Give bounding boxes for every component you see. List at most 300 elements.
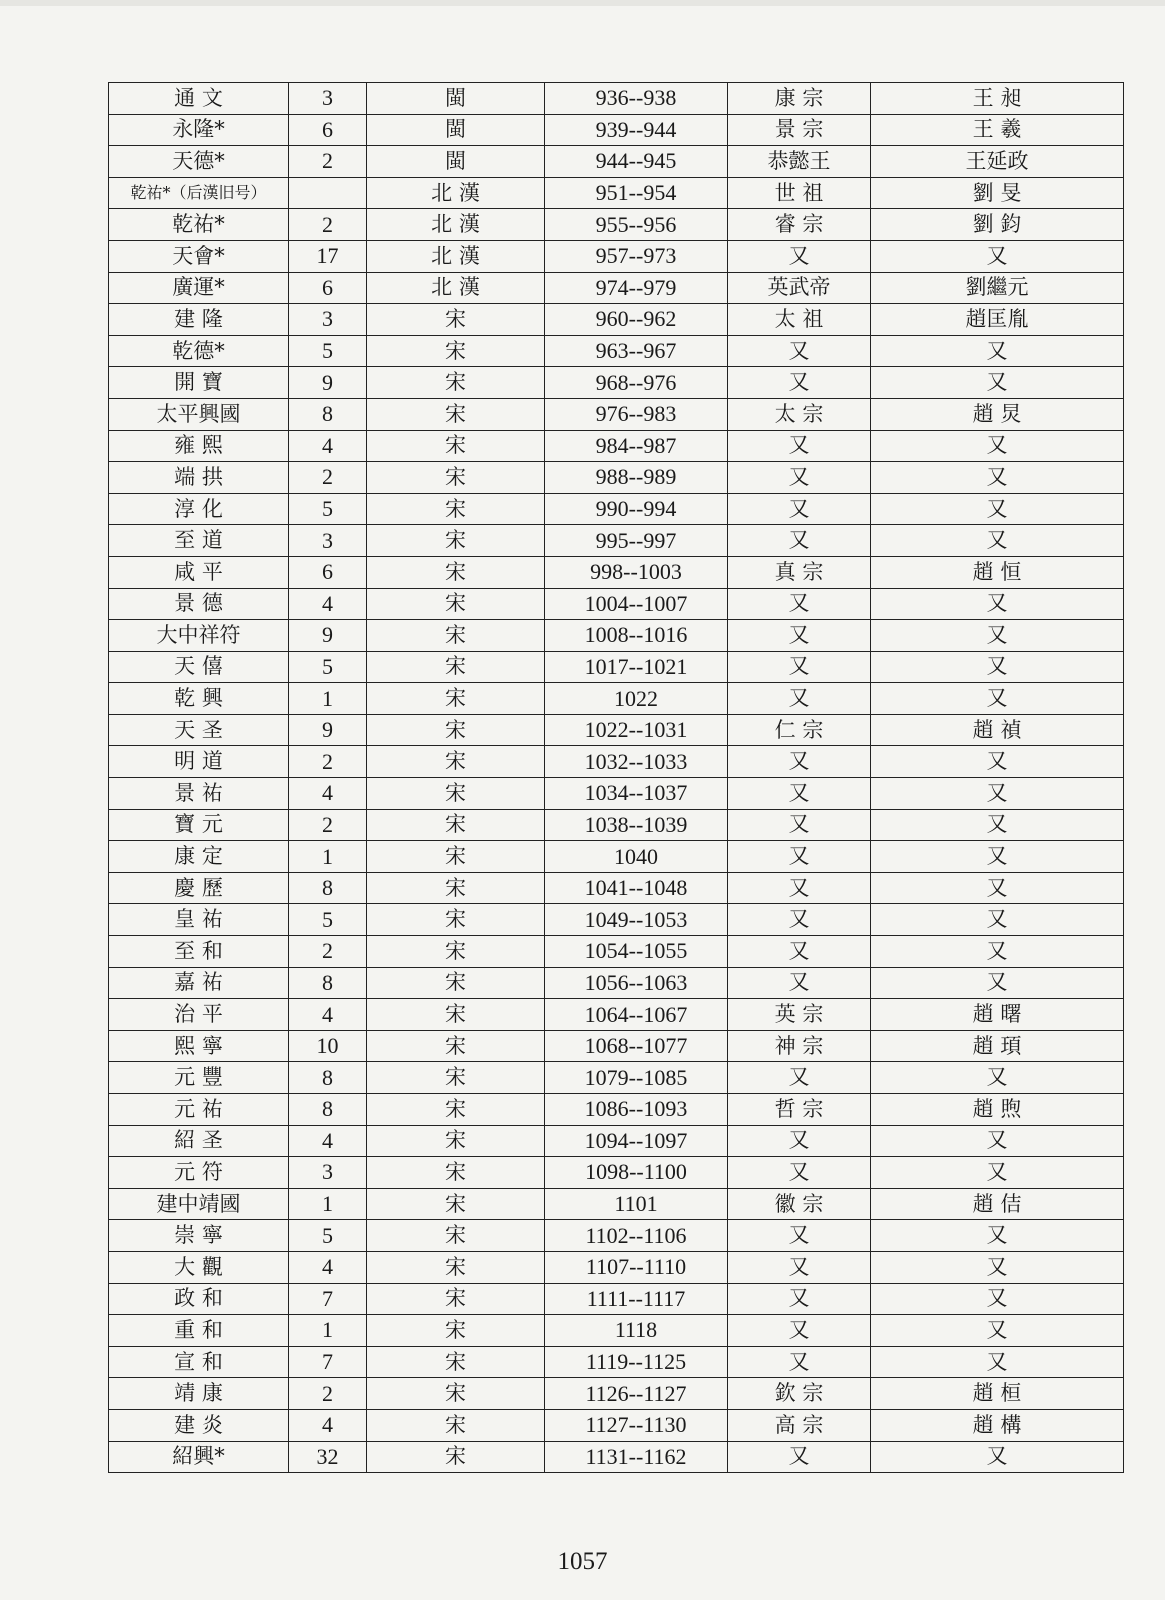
table-row bbox=[109, 367, 1124, 399]
ruler-name-cell: 又 bbox=[871, 620, 1124, 652]
duration-years-cell: 2 bbox=[289, 209, 367, 241]
duration-years-cell: 8 bbox=[289, 1062, 367, 1094]
year-span-cell: 984--987 bbox=[545, 430, 728, 462]
state-cell: 宋 bbox=[367, 651, 545, 683]
table-row bbox=[109, 1157, 1124, 1189]
state-cell: 北 漢 bbox=[367, 272, 545, 304]
temple-name-cell: 又 bbox=[728, 967, 871, 999]
state-cell: 宋 bbox=[367, 904, 545, 936]
temple-name-cell: 又 bbox=[728, 1220, 871, 1252]
table-row bbox=[109, 1315, 1124, 1347]
era-name-cell: 乾 興 bbox=[109, 683, 289, 715]
temple-name-cell: 又 bbox=[728, 1062, 871, 1094]
era-name-table bbox=[108, 82, 1124, 1473]
table-row bbox=[109, 114, 1124, 146]
ruler-name-cell: 趙 桓 bbox=[871, 1378, 1124, 1410]
temple-name-cell: 又 bbox=[728, 746, 871, 778]
table-row bbox=[109, 209, 1124, 241]
duration-years-cell: 8 bbox=[289, 967, 367, 999]
state-cell: 宋 bbox=[367, 1062, 545, 1094]
era-name-cell: 治 平 bbox=[109, 999, 289, 1031]
ruler-name-cell: 又 bbox=[871, 1441, 1124, 1473]
ruler-name-cell: 趙 炅 bbox=[871, 398, 1124, 430]
era-name-cell: 乾祐* bbox=[109, 209, 289, 241]
state-cell: 宋 bbox=[367, 872, 545, 904]
table-row bbox=[109, 1251, 1124, 1283]
year-span-cell: 1017--1021 bbox=[545, 651, 728, 683]
state-cell: 北 漢 bbox=[367, 209, 545, 241]
duration-years-cell: 17 bbox=[289, 240, 367, 272]
duration-years-cell: 1 bbox=[289, 1188, 367, 1220]
state-cell: 宋 bbox=[367, 430, 545, 462]
era-name-cell: 天 僖 bbox=[109, 651, 289, 683]
table-row bbox=[109, 1030, 1124, 1062]
temple-name-cell: 世 祖 bbox=[728, 177, 871, 209]
temple-name-cell: 又 bbox=[728, 1346, 871, 1378]
table-row bbox=[109, 430, 1124, 462]
year-span-cell: 1098--1100 bbox=[545, 1157, 728, 1189]
duration-years-cell: 2 bbox=[289, 936, 367, 968]
duration-years-cell: 4 bbox=[289, 1251, 367, 1283]
temple-name-cell: 徽 宗 bbox=[728, 1188, 871, 1220]
era-name-cell: 雍 熙 bbox=[109, 430, 289, 462]
temple-name-cell: 英武帝 bbox=[728, 272, 871, 304]
table-row bbox=[109, 493, 1124, 525]
table-row bbox=[109, 335, 1124, 367]
year-span-cell: 1131--1162 bbox=[545, 1441, 728, 1473]
year-span-cell: 1064--1067 bbox=[545, 999, 728, 1031]
ruler-name-cell: 又 bbox=[871, 809, 1124, 841]
duration-years-cell: 1 bbox=[289, 683, 367, 715]
duration-years-cell: 5 bbox=[289, 493, 367, 525]
era-name-cell: 熙 寧 bbox=[109, 1030, 289, 1062]
temple-name-cell: 又 bbox=[728, 683, 871, 715]
state-cell: 宋 bbox=[367, 588, 545, 620]
table-row bbox=[109, 683, 1124, 715]
state-cell: 宋 bbox=[367, 1094, 545, 1126]
year-span-cell: 1022--1031 bbox=[545, 714, 728, 746]
state-cell: 宋 bbox=[367, 398, 545, 430]
table-row bbox=[109, 714, 1124, 746]
ruler-name-cell: 又 bbox=[871, 683, 1124, 715]
duration-years-cell: 9 bbox=[289, 714, 367, 746]
year-span-cell: 1068--1077 bbox=[545, 1030, 728, 1062]
era-name-cell: 建 炎 bbox=[109, 1409, 289, 1441]
table-row bbox=[109, 398, 1124, 430]
state-cell: 宋 bbox=[367, 778, 545, 810]
ruler-name-cell: 趙 曙 bbox=[871, 999, 1124, 1031]
table-row bbox=[109, 1220, 1124, 1252]
year-span-cell: 1107--1110 bbox=[545, 1251, 728, 1283]
era-name-cell: 永隆* bbox=[109, 114, 289, 146]
era-name-cell: 廣運* bbox=[109, 272, 289, 304]
duration-years-cell: 8 bbox=[289, 398, 367, 430]
temple-name-cell: 又 bbox=[728, 367, 871, 399]
temple-name-cell: 又 bbox=[728, 1283, 871, 1315]
ruler-name-cell: 又 bbox=[871, 462, 1124, 494]
era-name-cell: 元 豐 bbox=[109, 1062, 289, 1094]
year-span-cell: 1032--1033 bbox=[545, 746, 728, 778]
year-span-cell: 1079--1085 bbox=[545, 1062, 728, 1094]
temple-name-cell: 又 bbox=[728, 462, 871, 494]
table-row bbox=[109, 240, 1124, 272]
ruler-name-cell: 又 bbox=[871, 904, 1124, 936]
state-cell: 宋 bbox=[367, 1030, 545, 1062]
table-row bbox=[109, 146, 1124, 178]
era-name-cell: 宣 和 bbox=[109, 1346, 289, 1378]
year-span-cell: 990--994 bbox=[545, 493, 728, 525]
table-row bbox=[109, 1346, 1124, 1378]
state-cell: 宋 bbox=[367, 493, 545, 525]
table-row bbox=[109, 1283, 1124, 1315]
temple-name-cell: 又 bbox=[728, 1125, 871, 1157]
temple-name-cell: 欽 宗 bbox=[728, 1378, 871, 1410]
duration-years-cell: 4 bbox=[289, 999, 367, 1031]
temple-name-cell: 神 宗 bbox=[728, 1030, 871, 1062]
state-cell: 宋 bbox=[367, 367, 545, 399]
table-row bbox=[109, 746, 1124, 778]
duration-years-cell bbox=[289, 177, 367, 209]
era-name-cell: 至 和 bbox=[109, 936, 289, 968]
temple-name-cell: 高 宗 bbox=[728, 1409, 871, 1441]
era-name-cell: 大中祥符 bbox=[109, 620, 289, 652]
year-span-cell: 998--1003 bbox=[545, 556, 728, 588]
table-row bbox=[109, 304, 1124, 336]
state-cell: 宋 bbox=[367, 999, 545, 1031]
ruler-name-cell: 又 bbox=[871, 1220, 1124, 1252]
era-name-cell: 大 觀 bbox=[109, 1251, 289, 1283]
table-row bbox=[109, 936, 1124, 968]
duration-years-cell: 4 bbox=[289, 778, 367, 810]
table-row bbox=[109, 967, 1124, 999]
temple-name-cell: 又 bbox=[728, 588, 871, 620]
duration-years-cell: 6 bbox=[289, 272, 367, 304]
era-name-cell: 天 圣 bbox=[109, 714, 289, 746]
duration-years-cell: 2 bbox=[289, 809, 367, 841]
ruler-name-cell: 又 bbox=[871, 872, 1124, 904]
era-name-cell: 紹興* bbox=[109, 1441, 289, 1473]
era-name-cell: 乾祐*（后漢旧号） bbox=[109, 177, 289, 209]
year-span-cell: 1038--1039 bbox=[545, 809, 728, 841]
table-row bbox=[109, 872, 1124, 904]
year-span-cell: 1054--1055 bbox=[545, 936, 728, 968]
era-name-cell: 至 道 bbox=[109, 525, 289, 557]
ruler-name-cell: 又 bbox=[871, 240, 1124, 272]
table-row bbox=[109, 651, 1124, 683]
year-span-cell: 1004--1007 bbox=[545, 588, 728, 620]
year-span-cell: 1102--1106 bbox=[545, 1220, 728, 1252]
temple-name-cell: 又 bbox=[728, 525, 871, 557]
year-span-cell: 968--976 bbox=[545, 367, 728, 399]
state-cell: 宋 bbox=[367, 746, 545, 778]
temple-name-cell: 又 bbox=[728, 240, 871, 272]
temple-name-cell: 景 宗 bbox=[728, 114, 871, 146]
state-cell: 宋 bbox=[367, 841, 545, 873]
ruler-name-cell: 劉 旻 bbox=[871, 177, 1124, 209]
duration-years-cell: 4 bbox=[289, 588, 367, 620]
ruler-name-cell: 趙 佶 bbox=[871, 1188, 1124, 1220]
state-cell: 北 漢 bbox=[367, 177, 545, 209]
table-row bbox=[109, 525, 1124, 557]
duration-years-cell: 1 bbox=[289, 1315, 367, 1347]
temple-name-cell: 又 bbox=[728, 1441, 871, 1473]
state-cell: 宋 bbox=[367, 1251, 545, 1283]
duration-years-cell: 4 bbox=[289, 430, 367, 462]
table-row bbox=[109, 1188, 1124, 1220]
year-span-cell: 1022 bbox=[545, 683, 728, 715]
table-row bbox=[109, 177, 1124, 209]
state-cell: 宋 bbox=[367, 1157, 545, 1189]
year-span-cell: 936--938 bbox=[545, 83, 728, 115]
year-span-cell: 1101 bbox=[545, 1188, 728, 1220]
ruler-name-cell: 又 bbox=[871, 936, 1124, 968]
state-cell: 宋 bbox=[367, 1441, 545, 1473]
ruler-name-cell: 趙 煦 bbox=[871, 1094, 1124, 1126]
year-span-cell: 1034--1037 bbox=[545, 778, 728, 810]
duration-years-cell: 10 bbox=[289, 1030, 367, 1062]
era-name-cell: 建中靖國 bbox=[109, 1188, 289, 1220]
state-cell: 宋 bbox=[367, 683, 545, 715]
duration-years-cell: 3 bbox=[289, 83, 367, 115]
era-name-cell: 元 符 bbox=[109, 1157, 289, 1189]
year-span-cell: 963--967 bbox=[545, 335, 728, 367]
era-name-cell: 開 寶 bbox=[109, 367, 289, 399]
duration-years-cell: 5 bbox=[289, 335, 367, 367]
duration-years-cell: 2 bbox=[289, 746, 367, 778]
state-cell: 宋 bbox=[367, 525, 545, 557]
duration-years-cell: 9 bbox=[289, 367, 367, 399]
duration-years-cell: 7 bbox=[289, 1346, 367, 1378]
table-row bbox=[109, 1378, 1124, 1410]
temple-name-cell: 又 bbox=[728, 778, 871, 810]
duration-years-cell: 3 bbox=[289, 304, 367, 336]
year-span-cell: 1127--1130 bbox=[545, 1409, 728, 1441]
duration-years-cell: 1 bbox=[289, 841, 367, 873]
temple-name-cell: 仁 宗 bbox=[728, 714, 871, 746]
year-span-cell: 1086--1093 bbox=[545, 1094, 728, 1126]
year-span-cell: 974--979 bbox=[545, 272, 728, 304]
state-cell: 宋 bbox=[367, 714, 545, 746]
state-cell: 宋 bbox=[367, 1125, 545, 1157]
duration-years-cell: 6 bbox=[289, 114, 367, 146]
temple-name-cell: 又 bbox=[728, 493, 871, 525]
era-name-cell: 天德* bbox=[109, 146, 289, 178]
table-row bbox=[109, 1409, 1124, 1441]
year-span-cell: 944--945 bbox=[545, 146, 728, 178]
era-name-cell: 通 文 bbox=[109, 83, 289, 115]
duration-years-cell: 6 bbox=[289, 556, 367, 588]
duration-years-cell: 7 bbox=[289, 1283, 367, 1315]
state-cell: 宋 bbox=[367, 809, 545, 841]
era-name-cell: 嘉 祐 bbox=[109, 967, 289, 999]
ruler-name-cell: 又 bbox=[871, 778, 1124, 810]
ruler-name-cell: 趙匡胤 bbox=[871, 304, 1124, 336]
duration-years-cell: 9 bbox=[289, 620, 367, 652]
year-span-cell: 1041--1048 bbox=[545, 872, 728, 904]
era-name-cell: 靖 康 bbox=[109, 1378, 289, 1410]
ruler-name-cell: 王 羲 bbox=[871, 114, 1124, 146]
ruler-name-cell: 又 bbox=[871, 746, 1124, 778]
temple-name-cell: 哲 宗 bbox=[728, 1094, 871, 1126]
year-span-cell: 951--954 bbox=[545, 177, 728, 209]
duration-years-cell: 8 bbox=[289, 872, 367, 904]
state-cell: 北 漢 bbox=[367, 240, 545, 272]
duration-years-cell: 5 bbox=[289, 651, 367, 683]
era-name-cell: 重 和 bbox=[109, 1315, 289, 1347]
era-name-cell: 慶 歷 bbox=[109, 872, 289, 904]
era-name-cell: 崇 寧 bbox=[109, 1220, 289, 1252]
ruler-name-cell: 又 bbox=[871, 525, 1124, 557]
state-cell: 宋 bbox=[367, 304, 545, 336]
state-cell: 宋 bbox=[367, 1378, 545, 1410]
year-span-cell: 1049--1053 bbox=[545, 904, 728, 936]
temple-name-cell: 又 bbox=[728, 841, 871, 873]
era-name-cell: 天會* bbox=[109, 240, 289, 272]
table-row bbox=[109, 841, 1124, 873]
ruler-name-cell: 又 bbox=[871, 651, 1124, 683]
state-cell: 閩 bbox=[367, 146, 545, 178]
duration-years-cell: 5 bbox=[289, 904, 367, 936]
era-name-cell: 咸 平 bbox=[109, 556, 289, 588]
ruler-name-cell: 劉 鈞 bbox=[871, 209, 1124, 241]
ruler-name-cell: 趙 構 bbox=[871, 1409, 1124, 1441]
state-cell: 宋 bbox=[367, 1346, 545, 1378]
year-span-cell: 1111--1117 bbox=[545, 1283, 728, 1315]
table-row bbox=[109, 588, 1124, 620]
temple-name-cell: 又 bbox=[728, 936, 871, 968]
duration-years-cell: 5 bbox=[289, 1220, 367, 1252]
temple-name-cell: 又 bbox=[728, 335, 871, 367]
temple-name-cell: 又 bbox=[728, 1251, 871, 1283]
table-row bbox=[109, 620, 1124, 652]
era-name-cell: 端 拱 bbox=[109, 462, 289, 494]
duration-years-cell: 3 bbox=[289, 525, 367, 557]
state-cell: 宋 bbox=[367, 1220, 545, 1252]
era-name-cell: 景 德 bbox=[109, 588, 289, 620]
duration-years-cell: 8 bbox=[289, 1094, 367, 1126]
era-name-cell: 景 祐 bbox=[109, 778, 289, 810]
state-cell: 宋 bbox=[367, 936, 545, 968]
temple-name-cell: 睿 宗 bbox=[728, 209, 871, 241]
temple-name-cell: 又 bbox=[728, 904, 871, 936]
ruler-name-cell: 趙 禎 bbox=[871, 714, 1124, 746]
duration-years-cell: 2 bbox=[289, 146, 367, 178]
ruler-name-cell: 又 bbox=[871, 1315, 1124, 1347]
state-cell: 宋 bbox=[367, 1188, 545, 1220]
state-cell: 宋 bbox=[367, 556, 545, 588]
year-span-cell: 1008--1016 bbox=[545, 620, 728, 652]
ruler-name-cell: 又 bbox=[871, 430, 1124, 462]
table-row bbox=[109, 999, 1124, 1031]
table-row bbox=[109, 1441, 1124, 1473]
duration-years-cell: 3 bbox=[289, 1157, 367, 1189]
era-name-cell: 明 道 bbox=[109, 746, 289, 778]
ruler-name-cell: 又 bbox=[871, 335, 1124, 367]
temple-name-cell: 恭懿王 bbox=[728, 146, 871, 178]
ruler-name-cell: 又 bbox=[871, 1283, 1124, 1315]
era-name-cell: 淳 化 bbox=[109, 493, 289, 525]
ruler-name-cell: 又 bbox=[871, 1346, 1124, 1378]
ruler-name-cell: 又 bbox=[871, 1125, 1124, 1157]
era-name-cell: 乾德* bbox=[109, 335, 289, 367]
temple-name-cell: 又 bbox=[728, 872, 871, 904]
era-table-body bbox=[109, 83, 1124, 1473]
table-row bbox=[109, 904, 1124, 936]
table-row bbox=[109, 1125, 1124, 1157]
ruler-name-cell: 趙 恒 bbox=[871, 556, 1124, 588]
ruler-name-cell: 又 bbox=[871, 493, 1124, 525]
era-name-cell: 元 祐 bbox=[109, 1094, 289, 1126]
table-row bbox=[109, 556, 1124, 588]
duration-years-cell: 32 bbox=[289, 1441, 367, 1473]
duration-years-cell: 2 bbox=[289, 1378, 367, 1410]
ruler-name-cell: 又 bbox=[871, 1157, 1124, 1189]
temple-name-cell: 真 宗 bbox=[728, 556, 871, 588]
ruler-name-cell: 又 bbox=[871, 1062, 1124, 1094]
state-cell: 宋 bbox=[367, 620, 545, 652]
table-row bbox=[109, 83, 1124, 115]
temple-name-cell: 又 bbox=[728, 1157, 871, 1189]
era-name-cell: 建 隆 bbox=[109, 304, 289, 336]
temple-name-cell: 又 bbox=[728, 809, 871, 841]
ruler-name-cell: 王 昶 bbox=[871, 83, 1124, 115]
year-span-cell: 995--997 bbox=[545, 525, 728, 557]
duration-years-cell: 4 bbox=[289, 1125, 367, 1157]
table-row bbox=[109, 272, 1124, 304]
state-cell: 閩 bbox=[367, 114, 545, 146]
year-span-cell: 1056--1063 bbox=[545, 967, 728, 999]
temple-name-cell: 康 宗 bbox=[728, 83, 871, 115]
table-row bbox=[109, 778, 1124, 810]
state-cell: 宋 bbox=[367, 462, 545, 494]
era-name-cell: 寶 元 bbox=[109, 809, 289, 841]
era-name-cell: 太平興國 bbox=[109, 398, 289, 430]
year-span-cell: 939--944 bbox=[545, 114, 728, 146]
ruler-name-cell: 又 bbox=[871, 588, 1124, 620]
temple-name-cell: 又 bbox=[728, 620, 871, 652]
temple-name-cell: 太 祖 bbox=[728, 304, 871, 336]
year-span-cell: 1126--1127 bbox=[545, 1378, 728, 1410]
state-cell: 閩 bbox=[367, 83, 545, 115]
duration-years-cell: 4 bbox=[289, 1409, 367, 1441]
state-cell: 宋 bbox=[367, 1315, 545, 1347]
duration-years-cell: 2 bbox=[289, 462, 367, 494]
temple-name-cell: 又 bbox=[728, 1315, 871, 1347]
year-span-cell: 976--983 bbox=[545, 398, 728, 430]
table-row bbox=[109, 1094, 1124, 1126]
state-cell: 宋 bbox=[367, 1409, 545, 1441]
ruler-name-cell: 劉繼元 bbox=[871, 272, 1124, 304]
table-row bbox=[109, 1062, 1124, 1094]
state-cell: 宋 bbox=[367, 1283, 545, 1315]
temple-name-cell: 又 bbox=[728, 430, 871, 462]
year-span-cell: 955--956 bbox=[545, 209, 728, 241]
era-name-cell: 皇 祐 bbox=[109, 904, 289, 936]
temple-name-cell: 英 宗 bbox=[728, 999, 871, 1031]
ruler-name-cell: 又 bbox=[871, 367, 1124, 399]
ruler-name-cell: 王延政 bbox=[871, 146, 1124, 178]
state-cell: 宋 bbox=[367, 967, 545, 999]
temple-name-cell: 又 bbox=[728, 651, 871, 683]
year-span-cell: 960--962 bbox=[545, 304, 728, 336]
year-span-cell: 1040 bbox=[545, 841, 728, 873]
era-name-cell: 政 和 bbox=[109, 1283, 289, 1315]
ruler-name-cell: 又 bbox=[871, 967, 1124, 999]
year-span-cell: 1094--1097 bbox=[545, 1125, 728, 1157]
state-cell: 宋 bbox=[367, 335, 545, 367]
table-row bbox=[109, 462, 1124, 494]
page-number: 1057 bbox=[557, 1548, 608, 1575]
